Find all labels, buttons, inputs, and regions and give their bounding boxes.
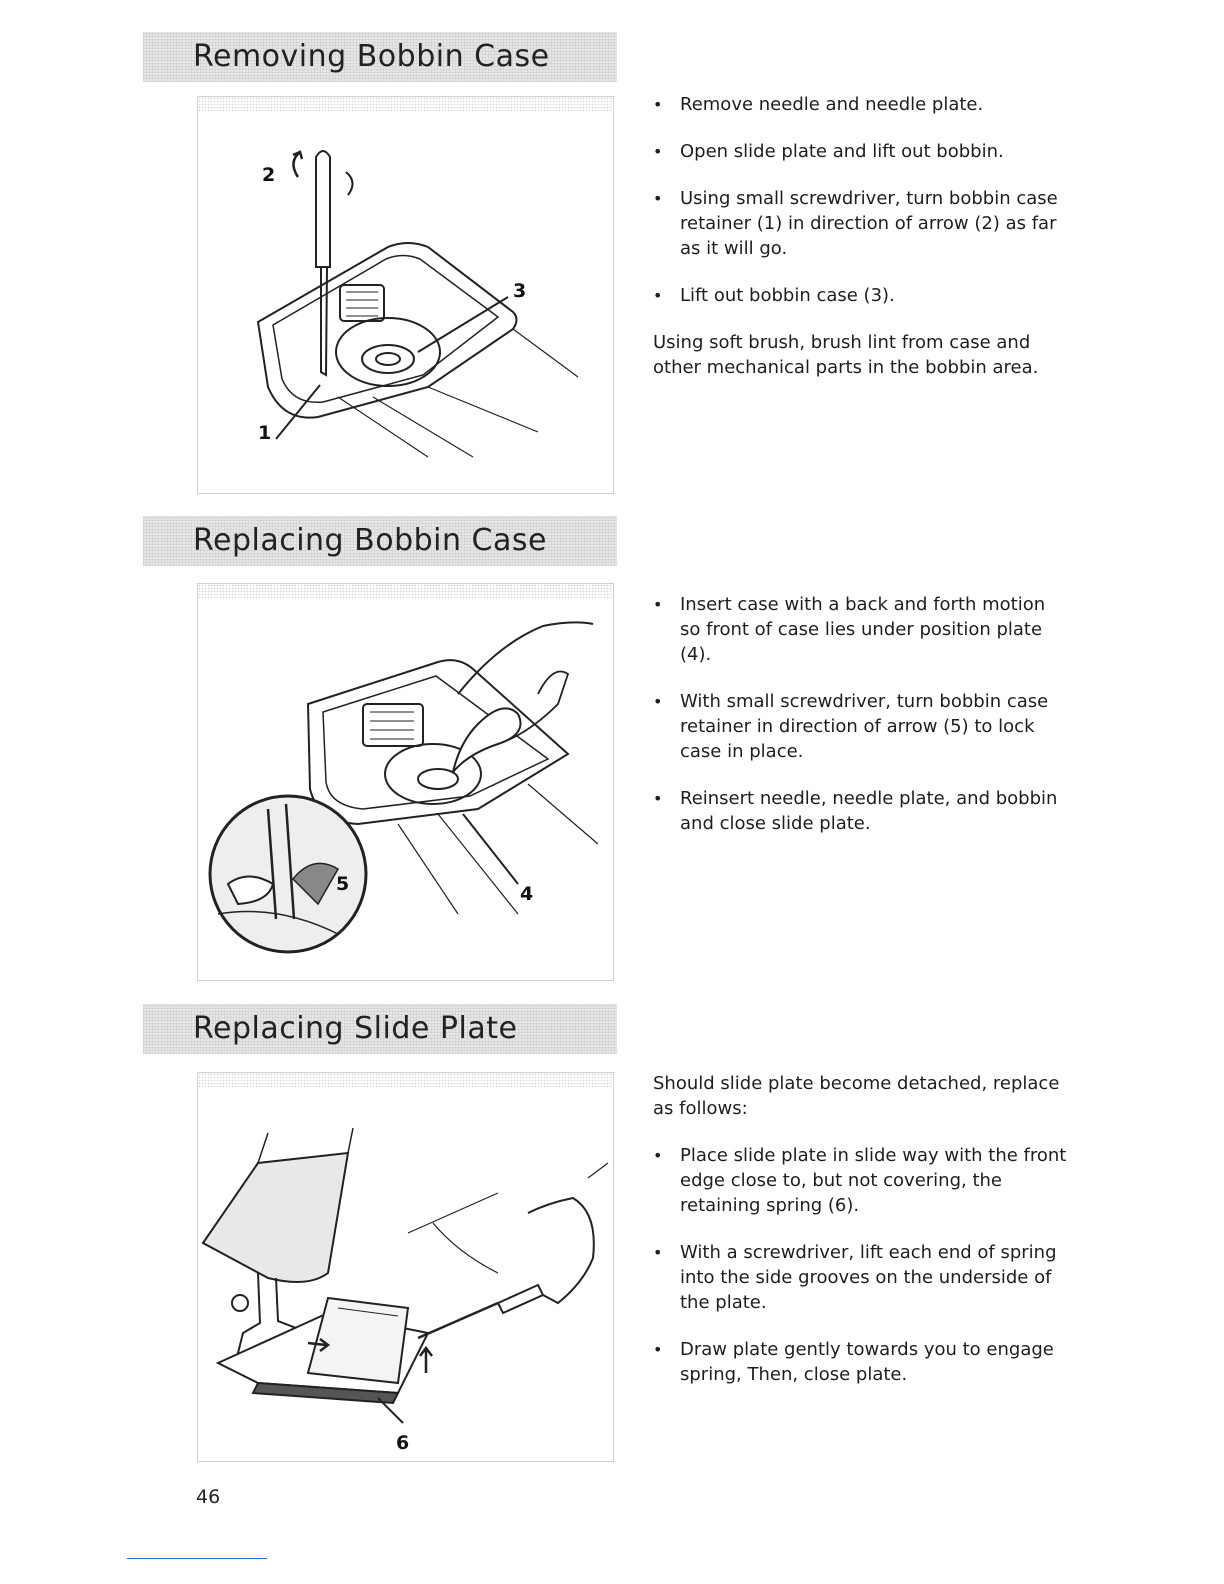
section-header-removing-bobbin-case <box>143 32 617 82</box>
step-item: • With small screwdriver, turn bobbin case retainer in direction of arrow (5) to lock case in place. <box>653 689 1068 764</box>
steps-list <box>653 1143 1068 1387</box>
figure-replacing-bobbin-case <box>197 583 614 981</box>
figure-removing-bobbin-case <box>197 96 614 494</box>
label-1: 1 <box>258 422 272 444</box>
label-3: 3 <box>513 280 527 302</box>
step-item: • Using small screwdriver, turn bobbin case retainer (1) in direction of arrow (2) as far as it will go. <box>653 186 1068 261</box>
section-title: Replacing Bobbin Case <box>193 523 547 558</box>
label-2: 2 <box>262 164 276 186</box>
step-item: • Draw plate gently towards you to engage spring, Then, close plate. <box>653 1337 1068 1387</box>
footer-rule <box>127 1558 267 1559</box>
instructions-removing-bobbin-case <box>653 92 1068 402</box>
step-item: • Insert case with a back and forth motion so front of case lies under position plate (4). <box>653 592 1068 667</box>
step-item: • With a screwdriver, lift each end of spring into the side grooves on the underside of the plate. <box>653 1240 1068 1315</box>
page-number: 46 <box>196 1486 221 1508</box>
section-header-replacing-bobbin-case <box>143 516 617 566</box>
section-header-replacing-slide-plate <box>143 1004 617 1054</box>
note-paragraph: Using soft brush, brush lint from case and other mechanical parts in the bobbin area. <box>653 332 1039 378</box>
section-title: Removing Bobbin Case <box>193 39 550 74</box>
figure-replacing-slide-plate <box>197 1072 614 1462</box>
step-item: • Open slide plate and lift out bobbin. <box>653 139 1068 164</box>
bobbin-removal-illustration <box>198 97 615 495</box>
steps-list <box>653 592 1068 836</box>
step-item: • Remove needle and needle plate. <box>653 92 1068 117</box>
bobbin-replacement-illustration <box>198 584 615 982</box>
step-item: • Lift out bobbin case (3). <box>653 283 1068 308</box>
label-6: 6 <box>396 1432 410 1454</box>
steps-list <box>653 92 1068 308</box>
step-item: • Reinsert needle, needle plate, and bobbin and close slide plate. <box>653 786 1068 836</box>
section-title: Replacing Slide Plate <box>193 1011 518 1046</box>
instructions-replacing-bobbin-case <box>653 592 1068 858</box>
label-4: 4 <box>520 883 534 905</box>
intro-paragraph: Should slide plate become detached, replace as follows: <box>653 1073 1060 1119</box>
instructions-replacing-slide-plate <box>653 1071 1068 1409</box>
slide-plate-illustration <box>198 1073 615 1463</box>
label-5: 5 <box>336 873 350 895</box>
step-item: • Place slide plate in slide way with the front edge close to, but not covering, the retaining spring (6). <box>653 1143 1068 1218</box>
